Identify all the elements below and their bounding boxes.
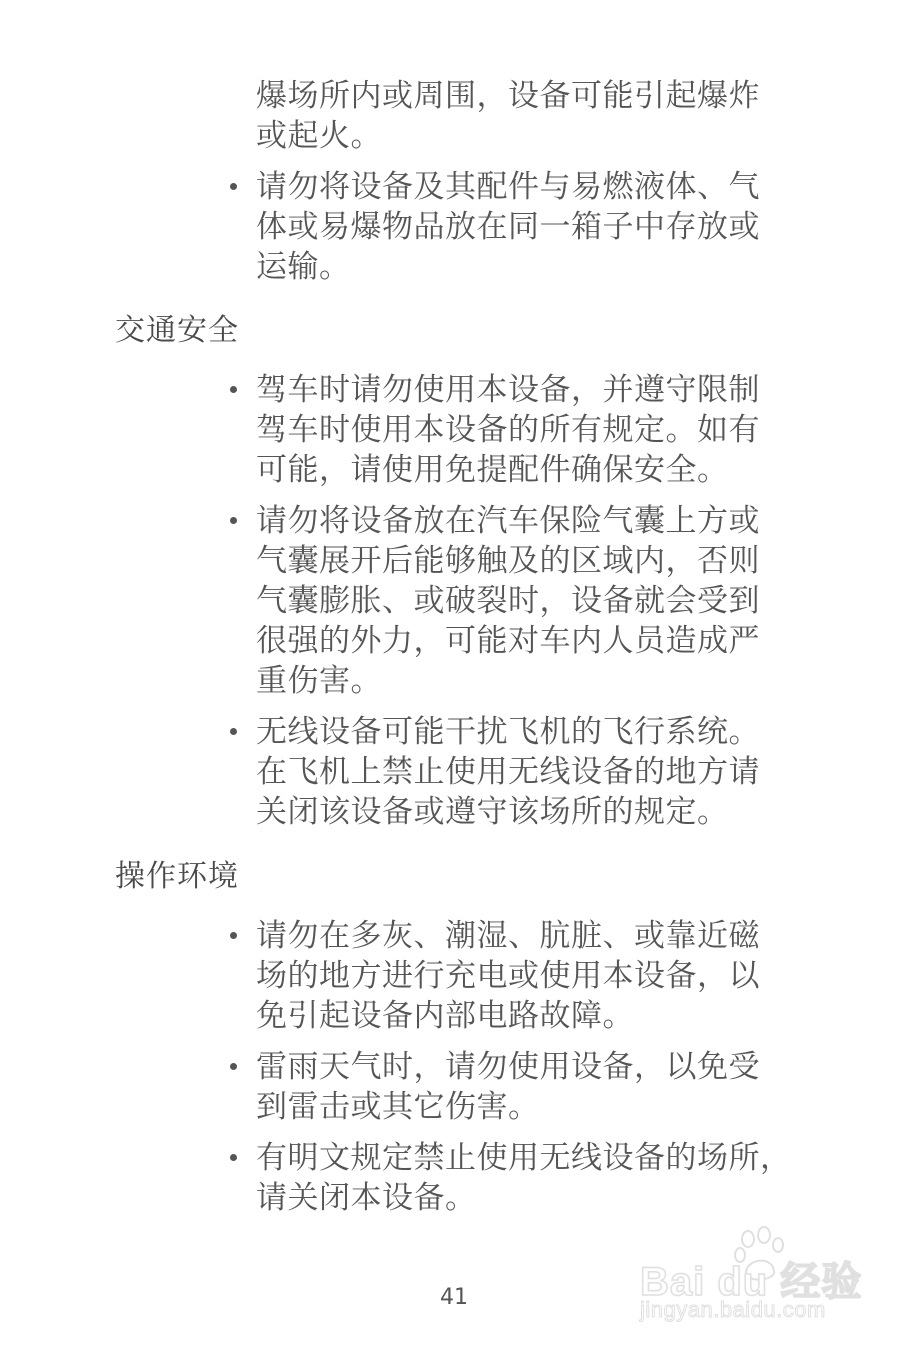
section-heading-traffic: 交通安全	[115, 313, 239, 348]
bullet-dot	[230, 932, 237, 939]
list-item-line: 很强的外力，可能对车内人员造成严	[256, 623, 760, 659]
list-item-line: 在飞机上禁止使用无线设备的地方请	[256, 754, 760, 790]
list-item-line: 气囊膨胀、或破裂时，设备就会受到	[256, 583, 760, 619]
bullet-dot	[230, 728, 237, 735]
list-item-line: 驾车时使用本设备的所有规定。如有	[256, 412, 760, 448]
list-item-line: 场的地方进行充电或使用本设备，以	[256, 958, 760, 994]
list-item-line: 可能，请使用免提配件确保安全。	[256, 452, 729, 488]
list-item-line: 重伤害。	[256, 663, 382, 699]
bullet-dot	[230, 1154, 237, 1161]
watermark-logo-text: Bai du 经验	[640, 1260, 863, 1304]
continuation-line: 爆场所内或周围，设备可能引起爆炸	[256, 78, 760, 114]
list-item-line: 无线设备可能干扰飞机的飞行系统。	[256, 714, 760, 750]
bullet-dot	[230, 1063, 237, 1070]
list-item-line: 请勿在多灰、潮湿、肮脏、或靠近磁	[256, 918, 760, 954]
list-item-line: 雷雨天气时，请勿使用设备，以免受	[256, 1049, 760, 1085]
list-item-line: 请勿将设备及其配件与易燃液体、气	[256, 169, 760, 205]
list-item-line: 驾车时请勿使用本设备，并遵守限制	[256, 372, 760, 408]
list-item-line: 气囊展开后能够触及的区域内，否则	[256, 543, 760, 579]
bullet-dot	[230, 386, 237, 393]
continuation-line: 或起火。	[256, 118, 382, 154]
list-item-line: 免引起设备内部电路故障。	[256, 998, 634, 1034]
list-item-line: 关闭该设备或遵守该场所的规定。	[256, 794, 729, 830]
list-item-line: 有明文规定禁止使用无线设备的场所，	[256, 1140, 792, 1176]
list-item-line: 体或易爆物品放在同一箱子中存放或	[256, 209, 760, 245]
list-item-line: 到雷击或其它伤害。	[256, 1089, 540, 1125]
section-heading-environment: 操作环境	[115, 859, 239, 894]
watermark-url: jingyan.baidu.com	[640, 1297, 826, 1322]
bullet-dot	[230, 517, 237, 524]
page-number: 41	[440, 1285, 468, 1310]
list-item-line: 请关闭本设备。	[256, 1180, 477, 1216]
list-item-line: 运输。	[256, 249, 351, 285]
baidu-watermark	[640, 1225, 870, 1330]
list-item-line: 请勿将设备放在汽车保险气囊上方或	[256, 503, 760, 539]
bullet-dot	[230, 183, 237, 190]
